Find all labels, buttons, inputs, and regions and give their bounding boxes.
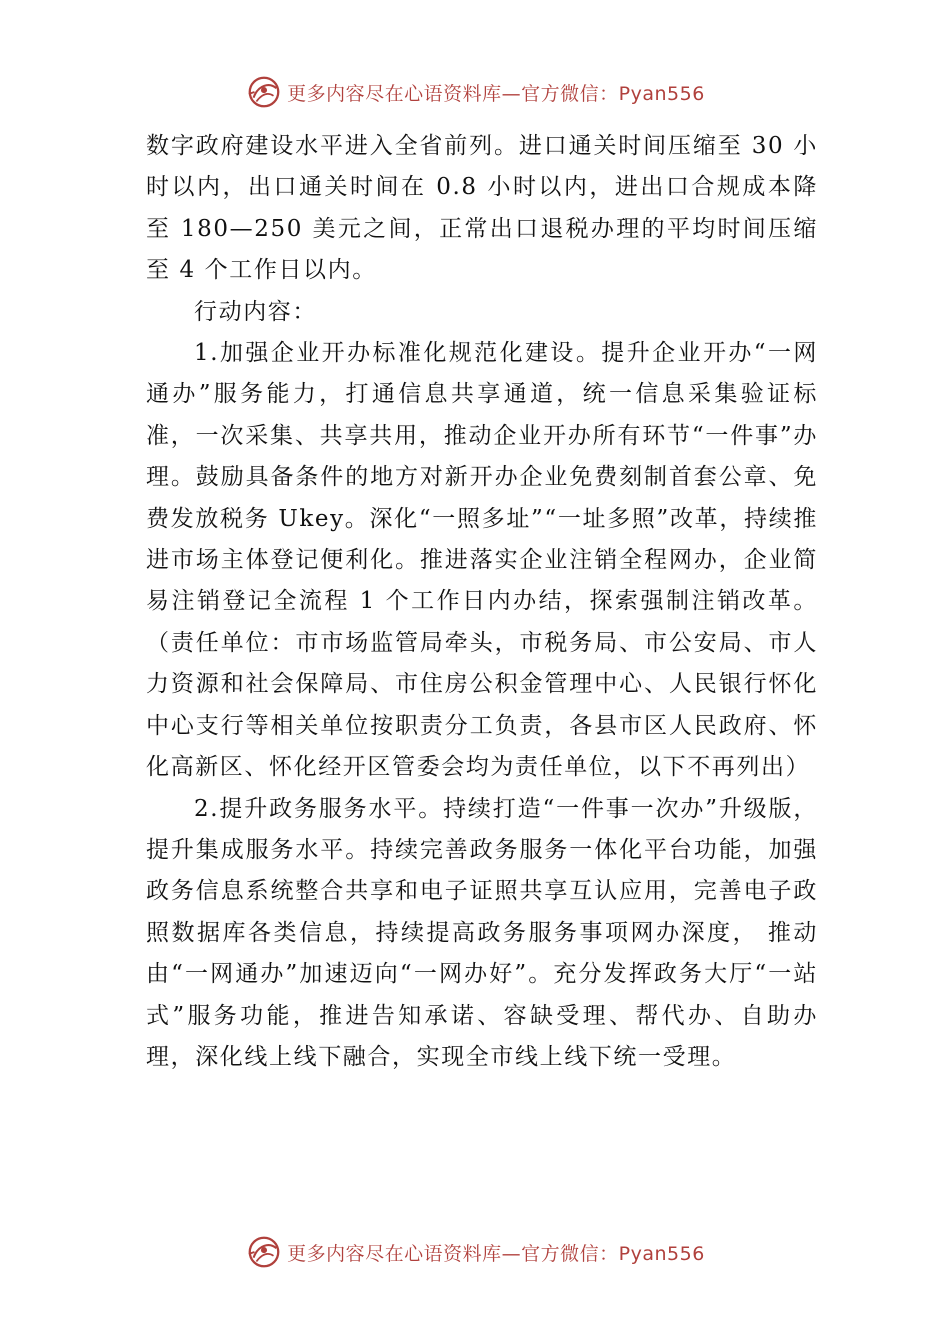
flower-seal-icon [245,73,283,111]
document-body [146,126,818,1078]
watermark-text: 更多内容尽在心语资料库—官方微信：Pyan556 [287,1242,705,1265]
header-watermark-banner [0,72,950,112]
paragraph-action-heading: 行动内容： [194,298,317,325]
paragraph-item-2: 2.提升政务服务水平。持续打造“一件事一次办”升级版，提升集成服务水平。持续完善政务服务一体化平台功能，加强政务信息系统整合共享和电子证照共享互认应用，完善电子政照数据库各类信息，持续提高政务服务事项网办深度， 推动由“一网通办”加速迈向“一网办好”。充分发挥政务大厅“一站式”服务功能，推进告知承诺、容缺受理、帮代办、自助办理，深化线上线下融合，实现全市线上线下统一受理。 [146,795,818,1070]
footer-watermark-banner [0,1232,950,1272]
flower-seal-icon [245,1233,283,1271]
paragraph-item-1: 1.加强企业开办标准化规范化建设。提升企业开办“一网通办”服务能力，打通信息共享通道，统一信息采集验证标准，一次采集、共享共用，推动企业开办所有环节“一件事”办理。鼓励具备条件的地方对新开办企业免费刻制首套公章、免费发放税务 Ukey。深化“一照多址”“一址多照”改革，持续推进市场主体登记便利化。推进落实企业注销全程网办，企业简易注销登记全流程 1 个工作日内办结，探索强制注销改革。（责任单位：市市场监管局牵头，市税务局、市公安局、市人力资源和社会保障局、市住房公积金管理中心、人民银行怀化中心支行等相关单位按职责分工负责，各县市区人民政府、怀化高新区、怀化经开区管委会均为责任单位，以下不再列出） [146,340,818,781]
watermark-text: 更多内容尽在心语资料库—官方微信：Pyan556 [287,82,705,105]
paragraph-continuation: 数字政府建设水平进入全省前列。进口通关时间压缩至 30 小时以内，出口通关时间在 0.8 小时以内，进出口合规成本降至 180—250 美元之间，正常出口退税办理的平均时间压缩至 4 个工作日以内。 [146,133,818,284]
